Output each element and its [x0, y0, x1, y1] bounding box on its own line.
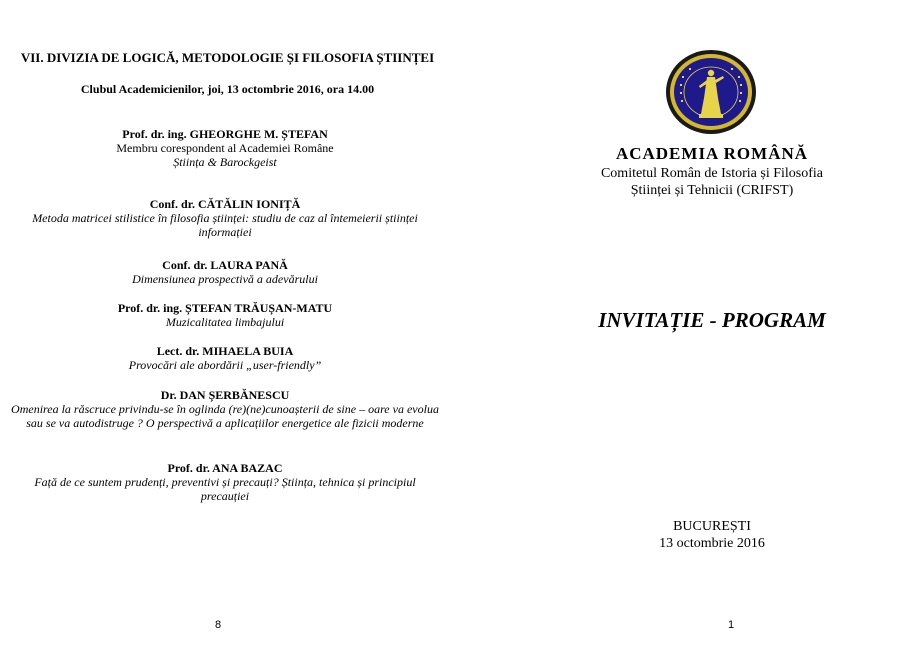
program-item — [5, 344, 445, 372]
invitation-title: INVITAȚIE - PROGRAM — [598, 308, 826, 332]
city: BUCUREȘTI — [673, 519, 751, 534]
speaker-name: Conf. dr. LAURA PANĂ — [162, 258, 288, 272]
program-item — [5, 461, 445, 503]
page-number: 1 — [728, 619, 735, 631]
speaker-name: Prof. dr. ing. GHEORGHE M. ȘTEFAN — [122, 127, 328, 141]
committee-name — [535, 165, 889, 199]
figure-head — [708, 70, 714, 76]
page-number: 8 — [215, 619, 222, 631]
division-subtitle: Clubul Academicienilor, joi, 13 octombrie 2016, ora 14.00 — [80, 82, 375, 96]
talk-title: Metoda matricei stilistice în filosofia științei: studiu de caz al întemeierii științei informației — [32, 211, 418, 239]
seal-lettering-mark — [739, 100, 741, 102]
program-item — [5, 258, 445, 286]
committee-line: Comitetul Român de Istoria și Filosofia — [600, 166, 824, 181]
speaker-name: Prof. dr. ing. ȘTEFAN TRĂUȘAN-MATU — [117, 301, 333, 315]
seal-lettering-mark — [682, 76, 684, 78]
talk-title: Omenirea la răscruce privindu-se în oglinda (re)(ne)cunoașterii de sine – oare va evolua sau se va autodistruge ? O perspectivă a aplicațiilor energetice ale fizicii moderne — [11, 402, 439, 430]
seal-lettering-mark — [740, 92, 742, 94]
right-page — [455, 0, 911, 646]
seal-lettering-mark — [740, 84, 742, 86]
talk-title: Muzicalitatea limbajului — [165, 315, 285, 329]
program-item — [5, 127, 445, 169]
seal-lettering-mark — [681, 100, 683, 102]
program-item — [5, 301, 445, 329]
speaker-name: Dr. DAN ȘERBĂNESCU — [160, 388, 290, 402]
seal-lettering-mark — [680, 84, 682, 86]
seal-lettering-mark — [680, 92, 682, 94]
seal-lettering-mark — [738, 76, 740, 78]
talk-title: Provocări ale abordării „user-friendly” — [128, 358, 322, 372]
location-date — [535, 518, 889, 552]
talk-title: Știința & Barockgeist — [173, 155, 277, 169]
program-item — [5, 197, 445, 239]
talk-title: Față de ce suntem prudenți, preventivi și precauți? Știința, tehnica și principiul precauției — [34, 475, 416, 503]
academy-seal-icon — [663, 48, 759, 136]
seal-lettering-mark — [731, 68, 733, 70]
committee-line: Științei și Tehnicii (CRIFST) — [630, 183, 794, 198]
academy-name: ACADEMIA ROMÂNĂ — [615, 144, 809, 163]
division-title: VII. DIVIZIA DE LOGICĂ, METODOLOGIE ȘI FILOSOFIA ȘTIINȚEI — [20, 50, 435, 65]
speaker-affiliation: Membru corespondent al Academiei Române — [116, 141, 334, 155]
speaker-name: Conf. dr. CĂTĂLIN IONIȚĂ — [149, 197, 301, 211]
left-page — [0, 0, 455, 646]
figure-base — [699, 114, 723, 118]
seal-lettering-mark — [689, 68, 691, 70]
event-date: 13 octombrie 2016 — [659, 536, 765, 551]
speaker-name: Prof. dr. ANA BAZAC — [167, 461, 283, 475]
talk-title: Dimensiunea prospectivă a adevărului — [132, 272, 318, 286]
speaker-name: Lect. dr. MIHAELA BUIA — [156, 344, 294, 358]
program-item — [5, 388, 445, 430]
